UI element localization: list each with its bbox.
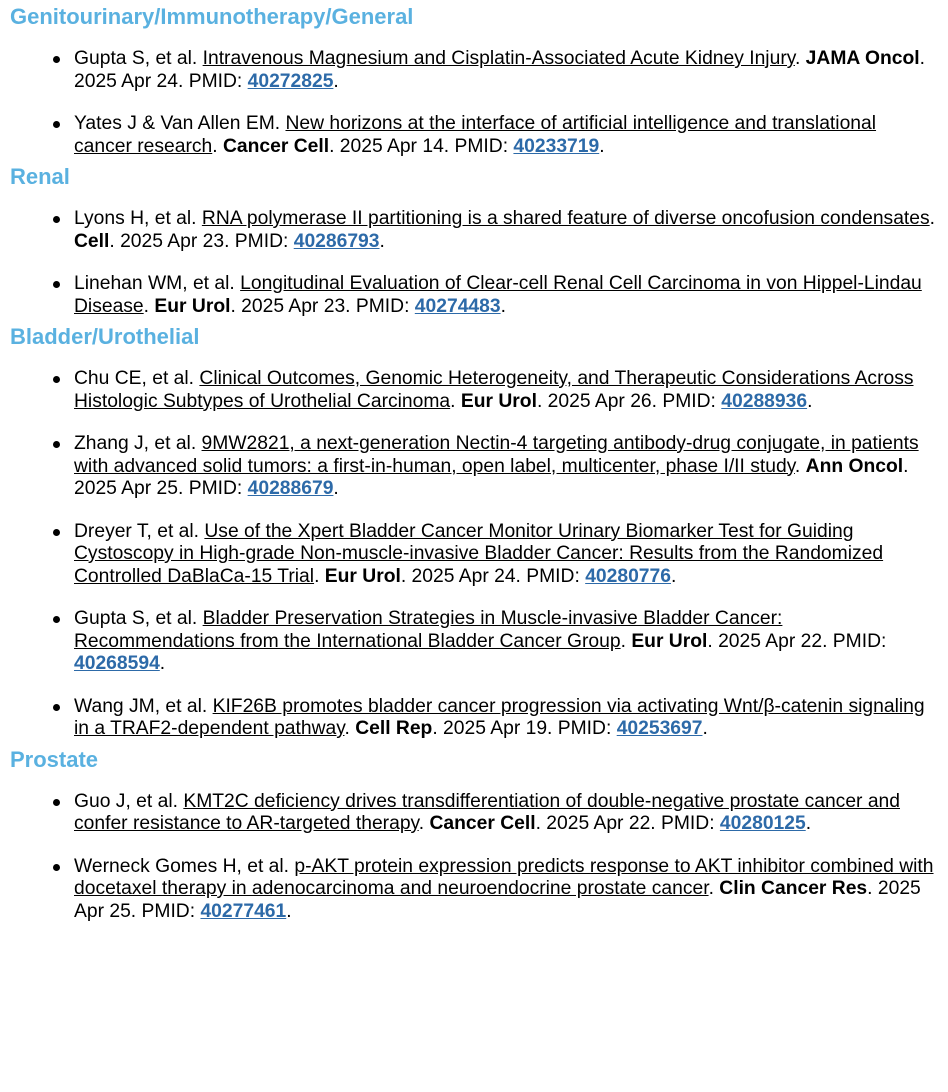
reference-authors: Werneck Gomes H, et al. — [74, 855, 295, 877]
reference-journal: Cell Rep — [355, 718, 433, 739]
reference-item: Gupta S, et al. Intravenous Magnesium and Cisplatin-Associated Acute Kidney Injury. JAMA Oncol. 2025 Apr 24. PMID: 40272825. — [10, 48, 938, 93]
reference-authors: Dreyer T, et al. — [74, 520, 205, 542]
reference-date: . 2025 Apr 19. PMID: — [432, 718, 617, 739]
reference-item: Dreyer T, et al. Use of the Xpert Bladder Cancer Monitor Urinary Biomarker Test for Guiding Cystoscopy in High-grade Non-muscle-invasive Bladder Cancer: Results from the Randomized Controlled DaBlaCa-15 Trial. Eur Urol. 2025 Apr 24. PMID: 40280776. — [10, 521, 938, 589]
reference-title-link[interactable]: KIF26B promotes bladder cancer progression via activating Wnt/β-catenin signaling in a TRAF2-dependent pathway — [74, 695, 925, 739]
section-heading: Genitourinary/Immunotherapy/General — [10, 4, 414, 29]
pmid-link[interactable]: 40280125 — [719, 813, 806, 834]
reference-journal: Cancer Cell — [429, 813, 536, 834]
reference-list — [10, 368, 938, 741]
reference-list — [10, 208, 938, 318]
reference-date: . 2025 Apr 26. PMID: — [536, 390, 722, 412]
reference-authors: Zhang J, et al. — [74, 433, 202, 454]
reference-item: Yates J & Van Allen EM. New horizons at the interface of artificial intelligence and translational cancer research. Cancer Cell. 2025 Apr 14. PMID: 40233719. — [10, 113, 938, 158]
pmid-link[interactable]: 40268594 — [74, 653, 160, 674]
reference-journal: JAMA Oncol — [805, 48, 920, 69]
pmid-link[interactable]: 40288679 — [247, 478, 334, 499]
reference-item: Werneck Gomes H, et al. p-AKT protein expression predicts response to AKT inhibitor combined with docetaxel therapy in adenocarcinoma and neuroendocrine prostate cancer. Clin Cancer Res. 2025 Apr 25. PMID: 40277461. — [10, 856, 938, 924]
reference-journal: Eur Urol — [460, 390, 537, 412]
reference-journal: Ann Oncol — [805, 455, 904, 477]
reference-date: . 2025 Apr 25. PMID: — [74, 455, 909, 499]
reference-authors: Gupta S, et al. — [74, 48, 203, 69]
reference-authors: Wang JM, et al. — [74, 695, 213, 717]
reference-title-link[interactable]: 9MW2821, a next-generation Nectin-4 targeting antibody-drug conjugate, in patients with advanced solid tumors: a first-in-human, open label, multicenter, phase I/II study — [74, 433, 919, 477]
reference-authors: Chu CE, et al. — [74, 368, 200, 389]
pmid-link[interactable]: 40277461 — [200, 900, 287, 922]
pmid-link[interactable]: 40274483 — [414, 295, 501, 317]
reference-date: . 2025 Apr 24. PMID: — [74, 48, 925, 92]
reference-date: . 2025 Apr 22. PMID: — [707, 630, 887, 652]
reference-title-link[interactable]: RNA polymerase II partitioning is a shared feature of diverse oncofusion condensates — [201, 208, 930, 229]
reference-title-link[interactable]: Longitudinal Evaluation of Clear-cell Renal Cell Carcinoma in von Hippel-Lindau Disease — [74, 273, 922, 317]
reference-title-link[interactable]: p-AKT protein expression predicts response to AKT inhibitor combined with docetaxel therapy in adenocarcinoma and neuroendocrine prostate cancer — [74, 855, 934, 899]
reference-item: Guo J, et al. KMT2C deficiency drives transdifferentiation of double-negative prostate cancer and confer resistance to AR-targeted therapy. Cancer Cell. 2025 Apr 22. PMID: 40280125. — [10, 791, 938, 836]
pmid-link[interactable]: 40253697 — [616, 718, 703, 739]
reference-date: . 2025 Apr 23. PMID: — [230, 295, 415, 317]
pmid-link[interactable]: 40233719 — [513, 135, 600, 157]
reference-item: Zhang J, et al. 9MW2821, a next-generation Nectin-4 targeting antibody-drug conjugate, in patients with advanced solid tumors: a first-in-human, open label, multicenter, phase I/II study. Ann Oncol. 2025 Apr 25. PMID: 40288679. — [10, 433, 938, 501]
reference-journal: Clin Cancer Res — [719, 878, 868, 899]
reference-journal: Cancer Cell — [222, 135, 330, 157]
reference-item: Linehan WM, et al. Longitudinal Evaluation of Clear-cell Renal Cell Carcinoma in von Hippel-Lindau Disease. Eur Urol. 2025 Apr 23. PMID: 40274483. — [10, 273, 938, 318]
reference-title-link[interactable]: Bladder Preservation Strategies in Muscle-invasive Bladder Cancer: Recommendations from the International Bladder Cancer Group — [74, 608, 783, 652]
pmid-link[interactable]: 40272825 — [247, 70, 334, 92]
reference-journal: Eur Urol — [154, 295, 231, 317]
reference-journal: Eur Urol — [324, 565, 401, 587]
section-heading: Bladder/Urothelial — [10, 324, 200, 349]
pmid-link[interactable]: 40288936 — [721, 390, 808, 412]
reference-list — [10, 791, 938, 924]
reference-list — [10, 48, 938, 158]
reference-journal: Eur Urol — [631, 630, 708, 652]
reference-authors: Lyons H, et al. — [74, 208, 202, 229]
section-heading: Prostate — [10, 746, 99, 772]
reference-date: . 2025 Apr 22. PMID: — [535, 813, 720, 834]
reference-item: Gupta S, et al. Bladder Preservation Strategies in Muscle-invasive Bladder Cancer: Recommendations from the International Bladder Cancer Group. Eur Urol. 2025 Apr 22. PMID: 40268594. — [10, 608, 938, 676]
reference-date: . 2025 Apr 23. PMID: — [109, 230, 294, 252]
pmid-link[interactable]: 40280776 — [585, 565, 671, 587]
pmid-link[interactable]: 40286793 — [293, 230, 380, 252]
reference-date: . 2025 Apr 25. PMID: — [74, 878, 921, 922]
reference-title-link[interactable]: New horizons at the interface of artificial intelligence and translational cancer research — [74, 113, 877, 157]
reference-date: . 2025 Apr 24. PMID: — [400, 565, 586, 587]
reference-date: . 2025 Apr 14. PMID: — [329, 135, 514, 157]
reference-title-link[interactable]: Clinical Outcomes, Genomic Heterogeneity, and Therapeutic Considerations Across Histologic Subtypes of Urothelial Carcinoma — [74, 368, 914, 412]
reference-item: Chu CE, et al. Clinical Outcomes, Genomic Heterogeneity, and Therapeutic Considerations Across Histologic Subtypes of Urothelial Carcinoma. Eur Urol. 2025 Apr 26. PMID: 40288936. — [10, 368, 938, 413]
reference-authors: Linehan WM, et al. — [74, 273, 241, 294]
reference-authors: Yates J & Van Allen EM. — [74, 113, 286, 134]
reference-item: Wang JM, et al. KIF26B promotes bladder cancer progression via activating Wnt/β-catenin signaling in a TRAF2-dependent pathway. Cell Rep. 2025 Apr 19. PMID: 40253697. — [10, 696, 938, 741]
reference-title-link[interactable]: Use of the Xpert Bladder Cancer Monitor Urinary Biomarker Test for Guiding Cystoscopy in High-grade Non-muscle-invasive Bladder Cancer: Results from the Randomized Controlled DaBlaCa-15 Trial — [74, 520, 884, 587]
section-heading: Renal — [10, 164, 70, 189]
reference-authors: Gupta S, et al. — [74, 608, 203, 629]
reference-journal: Cell — [74, 230, 110, 252]
reference-title-link[interactable]: KMT2C deficiency drives transdifferentiation of double-negative prostate cancer and confer resistance to AR-targeted therapy — [74, 790, 900, 834]
reference-item: Lyons H, et al. RNA polymerase II partitioning is a shared feature of diverse oncofusion condensates. Cell. 2025 Apr 23. PMID: 40286793. — [10, 208, 938, 253]
reference-authors: Guo J, et al. — [74, 790, 184, 812]
reference-title-link[interactable]: Intravenous Magnesium and Cisplatin-Associated Acute Kidney Injury — [202, 48, 795, 69]
